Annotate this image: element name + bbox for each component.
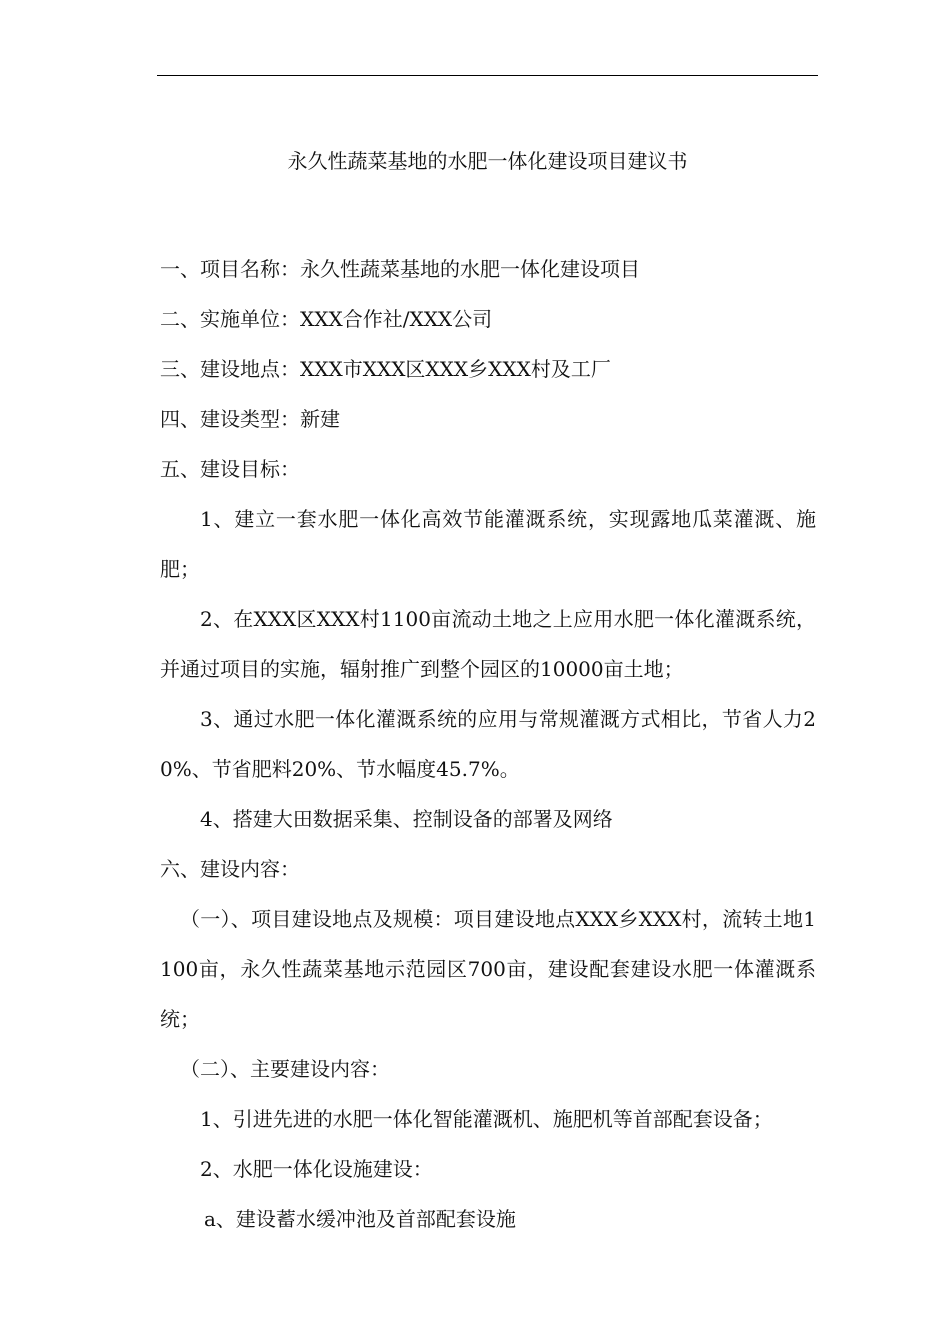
section-project-name: 一、项目名称：永久性蔬菜基地的水肥一体化建设项目 [160,257,640,281]
goal-item-1: 1、建立一套水肥一体化高效节能灌溉系统，实现露地瓜菜灌溉、施肥； [160,507,816,581]
header-rule [157,75,818,76]
document-body [160,244,816,1244]
content-item-1: （一）、项目建设地点及规模：项目建设地点XXX乡XXX村，流转土地1100亩，永久性蔬菜基地示范园区700亩，建设配套建设水肥一体灌溉系统； [160,907,816,1031]
section-implementing-unit: 二、实施单位：XXX合作社/XXX公司 [160,307,493,331]
goal-item-2: 2、在XXX区XXX村1100亩流动土地之上应用水肥一体化灌溉系统，并通过项目的实施，辐射推广到整个园区的10000亩土地； [160,607,816,681]
goal-item-3: 3、通过水肥一体化灌溉系统的应用与常规灌溉方式相比，节省人力20%、节省肥料20%、节水幅度45.7%。 [160,707,816,781]
section-type: 四、建设类型：新建 [160,407,340,431]
section-goals-heading: 五、建设目标： [160,457,300,481]
section-location: 三、建设地点：XXX市XXX区XXX乡XXX村及工厂 [160,357,611,381]
section-content-heading: 六、建设内容： [160,857,300,881]
content-subitem-2: 2、水肥一体化设施建设： [200,1157,433,1181]
goal-item-4: 4、搭建大田数据采集、控制设备的部署及网络 [200,807,613,831]
content-item-2: （二）、主要建设内容： [180,1057,390,1081]
content-subitem-1: 1、引进先进的水肥一体化智能灌溉机、施肥机等首部配套设备； [200,1107,773,1131]
content-subitem-2a: a、建设蓄水缓冲池及首部配套设施 [204,1207,516,1231]
document-title: 永久性蔬菜基地的水肥一体化建设项目建议书 [287,149,688,173]
